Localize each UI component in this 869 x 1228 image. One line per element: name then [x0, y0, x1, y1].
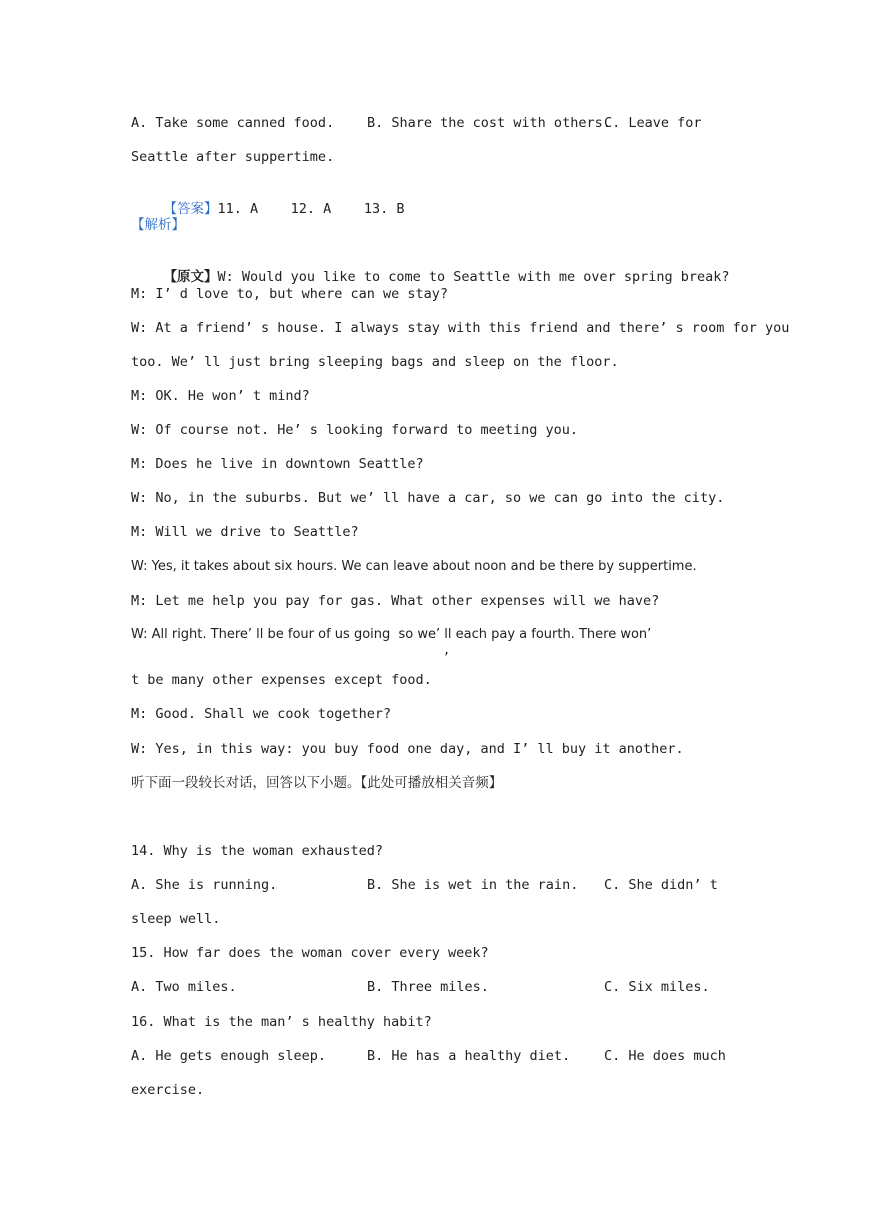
q14-option-c-continuation: sleep well.: [131, 911, 221, 927]
q14-option-a: A. She is running.: [131, 877, 278, 893]
transcript-line: too. We’ ll just bring sleeping bags and sleep on the floor.: [131, 354, 619, 370]
q16-option-b: B. He has a healthy diet.: [367, 1048, 571, 1064]
listening-instruction: 听下面一段较长对话，回答以下小题。【此处可播放相关音频】: [131, 775, 503, 791]
question-14: 14. Why is the woman exhausted?: [131, 843, 383, 859]
option-c-continuation: Seattle after suppertime.: [131, 149, 335, 165]
option-c-leave: C. Leave for: [604, 115, 702, 131]
transcript-line: W: At a friend’ s house. I always stay with this friend and there’ s room for you: [131, 320, 790, 336]
question-16: 16. What is the man’ s healthy habit?: [131, 1014, 432, 1030]
transcript-line: W: Of course not. He’ s looking forward to meeting you.: [131, 422, 579, 438]
q15-option-b: B. Three miles.: [367, 979, 489, 995]
question-15: 15. How far does the woman cover every week?: [131, 945, 489, 961]
option-b-share-cost: B. Share the cost with others.: [367, 115, 611, 131]
q15-option-c: C. Six miles.: [604, 979, 710, 995]
option-a-canned-food: A. Take some canned food.: [131, 115, 335, 131]
transcript-line: W: No, in the suburbs. But we’ ll have a car, so we can go into the city.: [131, 490, 725, 506]
q14-option-c: C. She didn’ t: [604, 877, 718, 893]
transcript-line: W: All right. There’ ll be four of us going so we’ ll each pay a fourth. There won’: [131, 627, 652, 642]
stray-comma: ,: [443, 643, 451, 657]
q14-option-b: B. She is wet in the rain.: [367, 877, 579, 893]
transcript-line: t be many other expenses except food.: [131, 672, 432, 688]
transcript-line: M: Good. Shall we cook together?: [131, 706, 392, 722]
transcript-line: M: I’ d love to, but where can we stay?: [131, 286, 448, 302]
analysis-label: 【解析】: [131, 217, 185, 233]
transcript-line: M: Let me help you pay for gas. What other expenses will we have?: [131, 593, 660, 609]
q16-option-c-continuation: exercise.: [131, 1082, 205, 1098]
answer-text: 11. A 12. A 13. B: [217, 201, 405, 217]
transcript-line: W: Yes, in this way: you buy food one day, and I’ ll buy it another.: [131, 741, 684, 757]
transcript-label: 【原文】: [163, 269, 218, 285]
transcript-line: M: Does he live in downtown Seattle?: [131, 456, 424, 472]
answer-label: 【答案】: [163, 201, 218, 217]
q16-option-a: A. He gets enough sleep.: [131, 1048, 327, 1064]
q15-option-a: A. Two miles.: [131, 979, 237, 995]
q16-option-c: C. He does much: [604, 1048, 726, 1064]
transcript-line: M: Will we drive to Seattle?: [131, 524, 359, 540]
transcript-first-text: W: Would you like to come to Seattle with me over spring break?: [217, 269, 730, 285]
transcript-line: W: Yes, it takes about six hours. We can leave about noon and be there by suppertime.: [131, 559, 697, 574]
transcript-line: M: OK. He won’ t mind?: [131, 388, 310, 404]
